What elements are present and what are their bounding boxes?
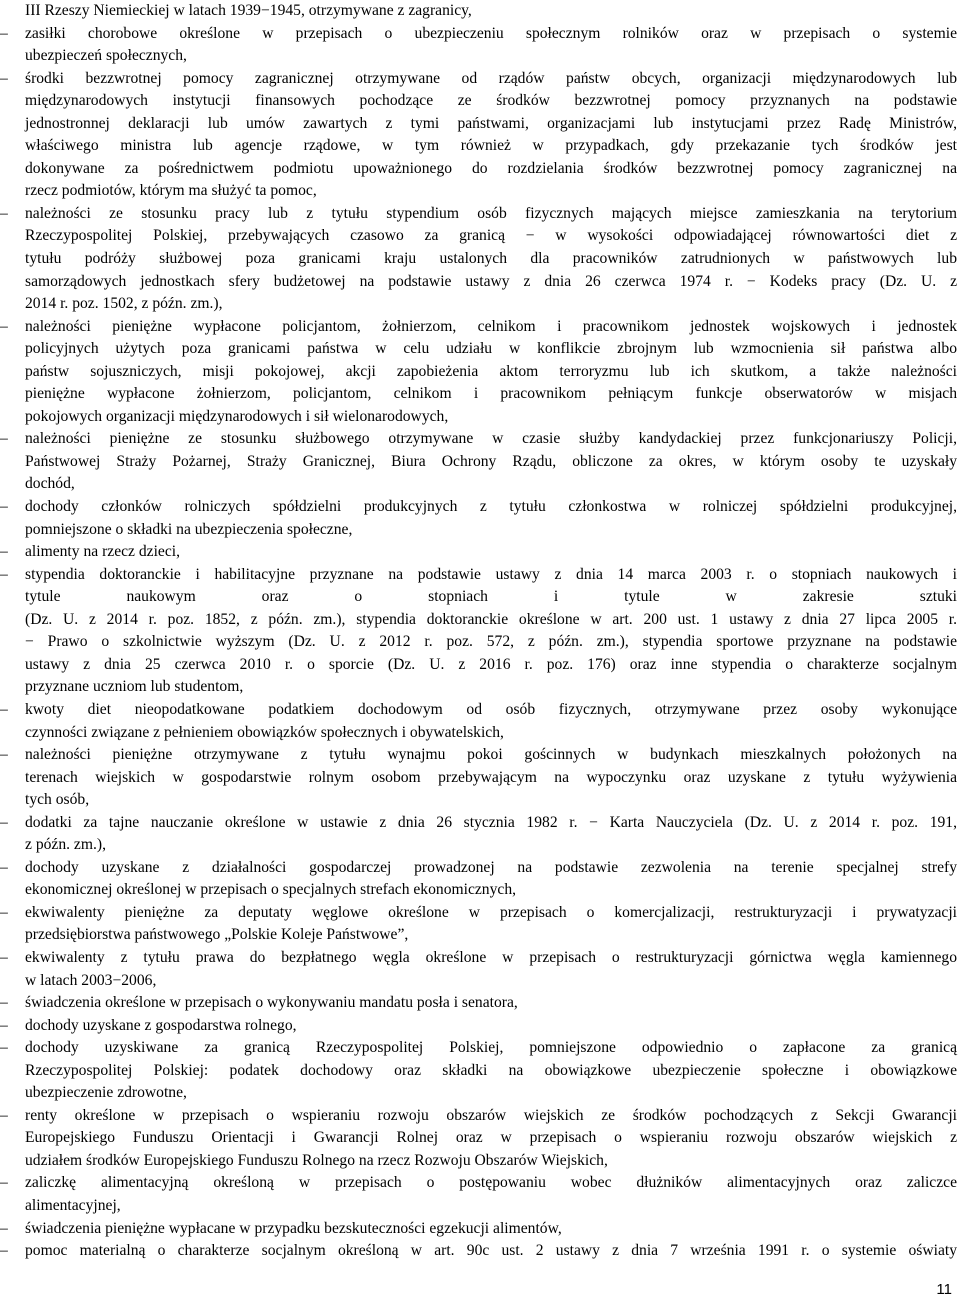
line-text: ekwiwalenty z tytułu prawa do bezpłatnego węgla określone w przepisach o restrukturyzacji górnictwa węgla kamiennego xyxy=(25,948,957,966)
list-dash: – xyxy=(0,948,8,966)
line-text: samorządowych jednostkach sfery budżetowej na podstawie ustawy z dnia 26 czerwca 1974 r. − Kodeks pracy (Dz. U. z xyxy=(25,272,957,290)
text-line xyxy=(0,496,960,519)
text-line xyxy=(0,135,960,158)
text-line xyxy=(0,1060,960,1083)
text-line xyxy=(0,834,960,857)
text-line xyxy=(0,1172,960,1195)
line-text: pokojowych organizacji międzynarodowych i sił wielonarodowych, xyxy=(25,407,449,425)
line-text: środki bezzwrotnej pomocy zagranicznej otrzymywane od rządów państw obcych, organizacji międzynarodowych lub xyxy=(25,69,957,87)
line-text: dodatki za tajne nauczanie określone w ustawie z dnia 26 stycznia 1982 r. − Karta Nauczyciela (Dz. U. z 2014 r. poz. 191, xyxy=(25,813,957,831)
text-line xyxy=(0,23,960,46)
list-dash: – xyxy=(0,430,8,448)
list-dash: – xyxy=(0,317,8,335)
line-text: międzynarodowych instytucji finansowych pochodzące ze środków bezzwrotnej pomocy przyznanych na podstawie xyxy=(25,92,957,110)
list-dash: – xyxy=(0,1039,8,1057)
text-line xyxy=(0,654,960,677)
line-text: jednostronnej deklaracji lub umów zawartych z tymi państwami, organizacjami lub instytucjami przez Radę Ministrów, xyxy=(25,114,957,132)
text-line xyxy=(0,1015,960,1038)
line-text: państw sojuszniczych, misji pokojowej, akcji zapobieżenia aktom terroryzmu lub ich skutkom, a także należności xyxy=(25,362,957,380)
line-text: czynności związane z pełnieniem obowiązków społecznych i obywatelskich, xyxy=(25,723,504,741)
line-text: − Prawo o szkolnictwie wyższym (Dz. U. z 2012 r. poz. 572, z późn. zm.), stypendia sportowe przyznane na podstawie xyxy=(25,633,957,651)
text-line xyxy=(0,158,960,181)
text-line xyxy=(0,722,960,745)
text-line xyxy=(0,271,960,294)
text-line xyxy=(0,1127,960,1150)
line-text: renty określone w przepisach o wspieraniu rozwoju obszarów wiejskich ze środków pochodzących z Sekcji Gwarancji xyxy=(25,1106,957,1124)
line-text: dochody członków rolniczych spółdzielni produkcyjnych z tytułu członkostwa w rolniczej spółdzielni produkcyjnej, xyxy=(25,498,957,516)
list-dash: – xyxy=(0,498,8,516)
text-line xyxy=(0,699,960,722)
text-line xyxy=(0,383,960,406)
text-line xyxy=(0,992,960,1015)
text-line xyxy=(0,902,960,925)
line-text: pomniejszone o składki na ubezpieczenia społeczne, xyxy=(25,520,353,538)
text-line xyxy=(0,203,960,226)
text-line xyxy=(0,879,960,902)
list-dash: – xyxy=(0,1016,8,1034)
line-text: ustawy z dnia 25 czerwca 2010 r. o sporcie (Dz. U. z 2016 r. poz. 176) oraz inne stypendia o charakterze socjalnym xyxy=(25,655,957,673)
list-dash: – xyxy=(0,746,8,764)
text-line xyxy=(0,676,960,699)
list-dash: – xyxy=(0,69,8,87)
line-text: policyjnych użytych poza granicami państwa w celu udziału w konflikcie zbrojnym lub wzmocnienia sił państwa albo xyxy=(25,340,957,358)
list-dash: – xyxy=(0,1174,8,1192)
list-dash: – xyxy=(0,700,8,718)
line-text: 2014 r. poz. 1502, z późn. zm.), xyxy=(25,295,223,313)
text-line xyxy=(0,1105,960,1128)
list-dash: – xyxy=(0,1106,8,1124)
text-line xyxy=(0,789,960,812)
page-number: 11 xyxy=(936,1281,952,1299)
text-line xyxy=(0,924,960,947)
line-text: przyznane uczniom lub studentom, xyxy=(25,678,244,696)
line-text: (Dz. U. z 2014 r. poz. 1852, z późn. zm.), stypendia doktoranckie określone w art. 200 ust. 1 ustawy z dnia 27 lipca 2005 r. xyxy=(25,610,957,628)
line-text: należności pieniężne ze stosunku służbowego otrzymywane w czasie służby kandydackiej przez funkcjonariuszy Policji, xyxy=(25,430,957,448)
text-line xyxy=(0,451,960,474)
list-dash: – xyxy=(0,994,8,1012)
line-text: pomoc materialną o charakterze socjalnym określoną w art. 90c ust. 2 ustawy z dnia 7 września 1991 r. o systemie oświaty xyxy=(25,1242,957,1260)
text-line xyxy=(0,1082,960,1105)
list-dash: – xyxy=(0,1219,8,1237)
line-text: należności pieniężne otrzymywane z tytułu wynajmu pokoi gościnnych w budynkach mieszkalnych położonych na xyxy=(25,746,957,764)
text-line xyxy=(0,428,960,451)
line-text: dochody uzyskane z działalności gospodarczej prowadzonej na podstawie zezwolenia na terenie specjalnej strefy xyxy=(25,858,957,876)
text-line xyxy=(0,1218,960,1241)
line-text: świadczenia pieniężne wypłacane w przypadku bezskuteczności egzekucji alimentów, xyxy=(25,1219,562,1237)
text-line xyxy=(0,1240,960,1263)
line-text: dochody uzyskiwane za granicą Rzeczypospolitej Polskiej, pomniejszone odpowiednio o zapłacone za granicą xyxy=(25,1039,957,1057)
line-text: rzecz podmiotów, którym ma służyć ta pomoc, xyxy=(25,182,317,200)
line-text: stypendia doktoranckie i habilitacyjne przyznane na podstawie ustawy z dnia 14 marca 2003 r. o stopniach naukowych i xyxy=(25,565,957,583)
line-text: ekwiwalenty pieniężne za deputaty węglowe określone w przepisach o komercjalizacji, restrukturyzacji i prywatyzacji xyxy=(25,903,957,921)
text-line xyxy=(0,0,960,23)
line-text: zasiłki chorobowe określone w przepisach o ubezpieczeniu społecznym rolników oraz w przepisach o systemie xyxy=(25,24,957,42)
text-line xyxy=(0,225,960,248)
line-text: alimenty na rzecz dzieci, xyxy=(25,543,180,561)
line-text: świadczenia określone w przepisach o wykonywaniu mandatu posła i senatora, xyxy=(25,994,518,1012)
list-dash: – xyxy=(0,204,8,222)
line-text: terenach wiejskich w gospodarstwie rolnym osobom przebywającym na wypoczynku oraz uzyskane z tytułu wyżywienia xyxy=(25,768,957,786)
line-text: Europejskiego Funduszu Orientacji i Gwarancji Rolnej oraz w przepisach o wspieraniu rozwoju obszarów wiejskich z xyxy=(25,1129,957,1147)
text-line xyxy=(0,970,960,993)
text-line xyxy=(0,609,960,632)
line-text: w latach 2003−2006, xyxy=(25,971,157,989)
text-line xyxy=(0,90,960,113)
list-dash: – xyxy=(0,858,8,876)
line-text: ekonomicznej określonej w przepisach o specjalnych strefach ekonomicznych, xyxy=(25,881,517,899)
list-dash: – xyxy=(0,903,8,921)
text-line xyxy=(0,68,960,91)
text-line xyxy=(0,180,960,203)
line-text: ubezpieczenie zdrowotne, xyxy=(25,1084,187,1102)
text-line xyxy=(0,248,960,271)
list-dash: – xyxy=(0,565,8,583)
line-text: tych osób, xyxy=(25,791,90,809)
text-line xyxy=(0,338,960,361)
text-line xyxy=(0,857,960,880)
text-line xyxy=(0,361,960,384)
line-text: tytule naukowym oraz o stopniach i tytule w zakresie sztuki xyxy=(25,588,957,606)
line-text: pieniężne wypłacone żołnierzom, policjantom, celnikom i pracownikom pełniącym funkcje obserwatorów w misjach xyxy=(25,385,957,403)
line-text: ubezpieczeń społecznych, xyxy=(25,47,187,65)
text-line xyxy=(0,541,960,564)
line-text: Rzeczypospolitej Polskiej, przebywających czasowo za granicą − w wysokości odpowiadającej równowartości diet z xyxy=(25,227,957,245)
line-text: zaliczkę alimentacyjną określoną w przepisach o postępowaniu wobec dłużników alimentacyjnych oraz zaliczce xyxy=(25,1174,957,1192)
text-line xyxy=(0,631,960,654)
text-line xyxy=(0,947,960,970)
line-text: należności ze stosunku pracy lub z tytułu stypendium osób fizycznych mających miejsce zamieszkania na terytorium xyxy=(25,204,957,222)
text-line xyxy=(0,744,960,767)
line-text: z późn. zm.), xyxy=(25,836,106,854)
line-text: Rzeczypospolitej Polskiej: podatek dochodowy oraz składki na obowiązkowe ubezpieczenie społeczne i obowiązkowe xyxy=(25,1061,957,1079)
list-dash: – xyxy=(0,813,8,831)
line-text: tytułu podróży służbowej poza granicami kraju ustalonych dla pracowników zatrudnionych w państwowych lub xyxy=(25,250,957,268)
line-text: przedsiębiorstwa państwowego „Polskie Koleje Państwowe”, xyxy=(25,926,409,944)
line-text: należności pieniężne wypłacone policjantom, żołnierzom, celnikom i pracownikom jednostek wojskowych i jednostek xyxy=(25,317,957,335)
text-line xyxy=(0,1150,960,1173)
text-line xyxy=(0,767,960,790)
line-text: dokonywane za pośrednictwem podmiotu upoważnionego do rozdzielania środków bezzwrotnej pomocy zagranicznej na xyxy=(25,159,957,177)
line-text: właściwego ministra lub agencje rządowe, w tym również w przypadkach, gdy przekazanie tych środków jest xyxy=(25,137,957,155)
text-line xyxy=(0,473,960,496)
text-line xyxy=(0,1195,960,1218)
line-text: udziałem środków Europejskiego Funduszu Rolnego na rzecz Rozwoju Obszarów Wiejskich, xyxy=(25,1151,608,1169)
line-text: III Rzeszy Niemieckiej w latach 1939−1945, otrzymywane z zagranicy, xyxy=(25,2,472,19)
line-text: alimentacyjnej, xyxy=(25,1196,121,1214)
text-line xyxy=(0,586,960,609)
text-line xyxy=(0,293,960,316)
line-text: dochód, xyxy=(25,475,75,493)
text-line xyxy=(0,316,960,339)
line-text: kwoty diet nieopodatkowane podatkiem dochodowym od osób fizycznych, otrzymywane przez osoby wykonujące xyxy=(25,700,957,718)
list-dash: – xyxy=(0,1242,8,1260)
line-text: Państwowej Straży Pożarnej, Straży Granicznej, Biura Ochrony Rządu, obliczone za okres, w którym osoby te uzyskały xyxy=(25,452,957,470)
text-line xyxy=(0,113,960,136)
line-text: dochody uzyskane z gospodarstwa rolnego, xyxy=(25,1016,297,1034)
text-line xyxy=(0,45,960,68)
text-line xyxy=(0,519,960,542)
text-line xyxy=(0,812,960,835)
list-dash: – xyxy=(0,24,8,42)
text-line xyxy=(0,1037,960,1060)
list-dash: – xyxy=(0,543,8,561)
text-line xyxy=(0,406,960,429)
text-line xyxy=(0,564,960,587)
